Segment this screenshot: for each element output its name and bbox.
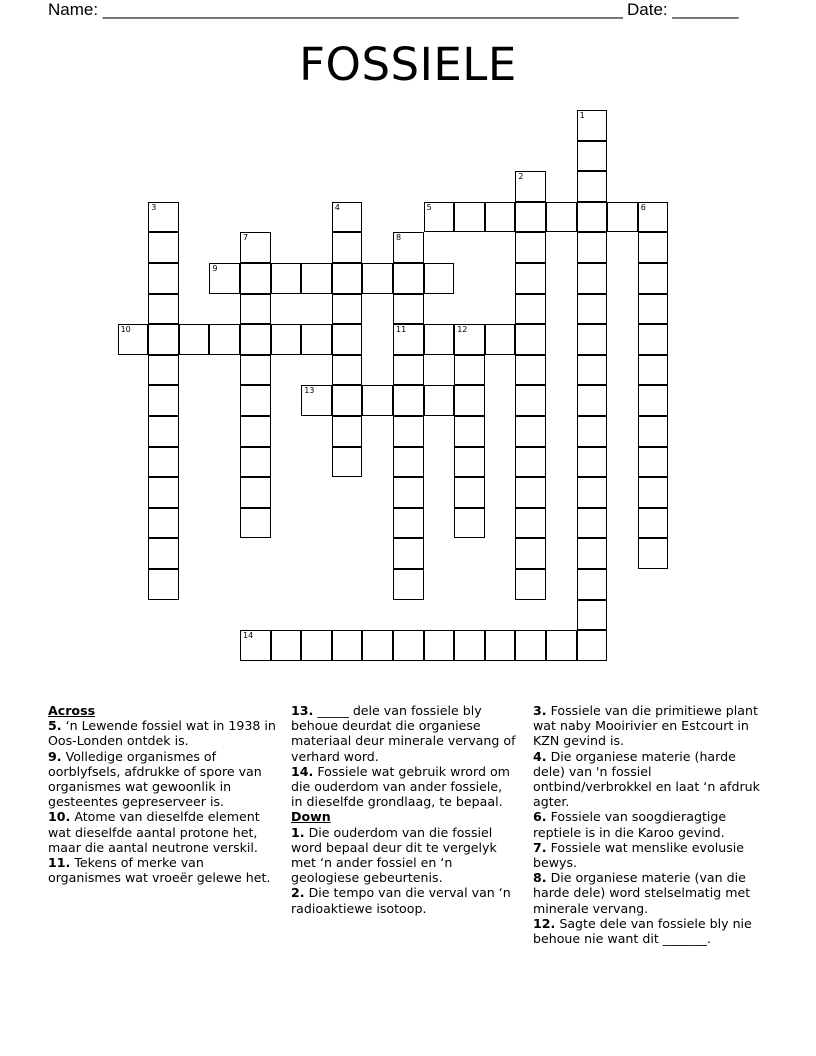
grid-cell[interactable] xyxy=(393,263,424,294)
grid-cell[interactable] xyxy=(148,294,179,325)
clue-down-4: 4. Die organiese materie (harde dele) van 'n fossiel ontbind/verbrokkel en laat ‘n afdruk agter. xyxy=(533,748,760,810)
clue-number: 14 xyxy=(243,631,254,641)
grid-cell[interactable] xyxy=(240,385,271,416)
grid-cell[interactable] xyxy=(271,263,302,294)
grid-cell[interactable] xyxy=(148,508,179,539)
grid-cell[interactable] xyxy=(393,477,424,508)
grid-cell[interactable] xyxy=(638,508,669,539)
grid-cell[interactable] xyxy=(485,324,516,355)
grid-cell[interactable] xyxy=(515,202,546,233)
grid-cell[interactable] xyxy=(638,385,669,416)
grid-cell[interactable] xyxy=(515,569,546,600)
grid-cell[interactable] xyxy=(393,569,424,600)
grid-cell[interactable] xyxy=(148,538,179,569)
grid-cell[interactable] xyxy=(393,232,424,263)
clues-column-3 xyxy=(533,703,765,946)
grid-cell[interactable] xyxy=(577,171,608,202)
clue-number: 8 xyxy=(396,233,402,243)
grid-cell[interactable] xyxy=(148,232,179,263)
grid-cell[interactable] xyxy=(148,447,179,478)
grid-cell[interactable] xyxy=(546,202,577,233)
grid-cell[interactable] xyxy=(577,385,608,416)
clue-number: 12 xyxy=(457,325,468,335)
grid-cell[interactable] xyxy=(454,508,485,539)
grid-cell[interactable] xyxy=(638,416,669,447)
grid-cell[interactable] xyxy=(393,294,424,325)
clue-number: 11 xyxy=(396,325,407,335)
grid-cell[interactable] xyxy=(577,355,608,386)
grid-cell[interactable] xyxy=(577,630,608,661)
grid-cell[interactable] xyxy=(362,385,393,416)
grid-cell[interactable] xyxy=(240,324,271,355)
grid-cell[interactable] xyxy=(515,355,546,386)
grid-cell[interactable] xyxy=(179,324,210,355)
grid-cell[interactable] xyxy=(577,447,608,478)
name-date-header xyxy=(48,0,768,22)
grid-cell[interactable] xyxy=(393,416,424,447)
grid-cell[interactable] xyxy=(424,202,455,233)
clue-across-9: 9. Volledige organismes of oorblyfsels, afdrukke of spore van organismes wat gewoonlik in gesteentes gepreserveer is. xyxy=(48,748,262,810)
clue-number: 6 xyxy=(640,202,646,212)
grid-cell[interactable] xyxy=(577,110,608,141)
clue-down-6: 6. Fossiele van soogdieragtige reptiele is in die Karoo gevind. xyxy=(533,809,727,840)
grid-cell[interactable] xyxy=(515,232,546,263)
clues-column-1 xyxy=(48,703,280,885)
grid-cell[interactable] xyxy=(577,538,608,569)
clue-number: 9 xyxy=(212,264,218,273)
grid-cell[interactable] xyxy=(485,630,516,661)
grid-cell[interactable] xyxy=(515,416,546,447)
clue-number: 7 xyxy=(243,233,249,243)
grid-cell[interactable] xyxy=(577,477,608,508)
grid-cell[interactable] xyxy=(424,324,455,355)
grid-cell[interactable] xyxy=(332,630,363,661)
grid-cell[interactable] xyxy=(393,508,424,539)
grid-cell[interactable] xyxy=(577,263,608,294)
grid-cell[interactable] xyxy=(607,202,638,233)
grid-cell[interactable] xyxy=(301,385,332,416)
clues-column-2 xyxy=(291,703,517,916)
clue-down-2: 2. Die tempo van die verval van ‘n radioaktiewe isotoop. xyxy=(291,885,511,916)
grid-cell[interactable] xyxy=(577,569,608,600)
grid-cell[interactable] xyxy=(515,447,546,478)
grid-cell[interactable] xyxy=(515,538,546,569)
grid-cell[interactable] xyxy=(332,263,363,294)
grid-cell[interactable] xyxy=(577,600,608,631)
grid-cell[interactable] xyxy=(148,263,179,294)
grid-cell[interactable] xyxy=(240,447,271,478)
grid-cell[interactable] xyxy=(148,385,179,416)
grid-cell[interactable] xyxy=(209,263,240,294)
clue-down-7: 7. Fossiele wat menslike evolusie bewys. xyxy=(533,839,745,871)
grid-cell[interactable] xyxy=(515,171,546,202)
clue-number: 4 xyxy=(334,202,340,212)
grid-cell[interactable] xyxy=(577,508,608,539)
grid-cell[interactable] xyxy=(638,294,669,325)
clue-across-13: 13. _____ dele van fossiele bly behoue deurdat die organiese materiaal deur minerale vervang of verhard word. xyxy=(291,703,516,764)
name-field[interactable]: Name: _______________________________________________________ xyxy=(48,0,623,19)
grid-cell[interactable] xyxy=(638,263,669,294)
grid-cell[interactable] xyxy=(240,294,271,325)
grid-cell[interactable] xyxy=(454,324,485,355)
grid-cell[interactable] xyxy=(332,385,363,416)
grid-cell[interactable] xyxy=(148,569,179,600)
grid-cell[interactable] xyxy=(577,141,608,172)
grid-cell[interactable] xyxy=(577,416,608,447)
grid-cell[interactable] xyxy=(515,294,546,325)
grid-cell[interactable] xyxy=(515,477,546,508)
grid-cell[interactable] xyxy=(393,538,424,569)
grid-cell[interactable] xyxy=(332,355,363,386)
grid-cell[interactable] xyxy=(332,294,363,325)
grid-cell[interactable] xyxy=(393,355,424,386)
grid-cell[interactable] xyxy=(515,263,546,294)
grid-cell[interactable] xyxy=(301,324,332,355)
grid-cell[interactable] xyxy=(240,508,271,539)
clue-across-5: 5. ‘n Lewende fossiel wat in 1938 in Oos-Londen ontdek is. xyxy=(48,718,276,749)
grid-cell[interactable] xyxy=(148,355,179,386)
grid-cell[interactable] xyxy=(240,630,271,661)
grid-cell[interactable] xyxy=(393,324,424,355)
grid-cell[interactable] xyxy=(638,447,669,478)
date-field[interactable]: Date: _______ xyxy=(627,0,739,19)
grid-cell[interactable] xyxy=(148,202,179,233)
grid-cell[interactable] xyxy=(638,324,669,355)
grid-cell[interactable] xyxy=(577,294,608,325)
grid-cell[interactable] xyxy=(638,202,669,233)
grid-cell[interactable] xyxy=(362,630,393,661)
grid-cell[interactable] xyxy=(240,477,271,508)
clue-across-10: 10. Atome van dieselfde element wat dieselfde aantal protone het, maar die aantal neutrone verskil. xyxy=(48,809,260,855)
grid-cell[interactable] xyxy=(393,630,424,661)
clue-down-8: 8. Die organiese materie (van die harde dele) word stelselmatig met minerale vervang. xyxy=(533,870,751,916)
grid-cell[interactable] xyxy=(271,324,302,355)
clue-across-14: 14. Fossiele wat gebruik wrord om die ouderdom van ander fossiele, in dieselfde grondlaag, te bepaal. xyxy=(291,763,510,810)
grid-cell[interactable] xyxy=(454,477,485,508)
grid-cell[interactable] xyxy=(332,447,363,478)
grid-cell[interactable] xyxy=(454,447,485,478)
clue-number: 3 xyxy=(151,202,157,212)
grid-cell[interactable] xyxy=(148,477,179,508)
grid-cell[interactable] xyxy=(332,324,363,355)
grid-cell[interactable] xyxy=(515,385,546,416)
down-heading: Down xyxy=(291,809,331,825)
grid-cell[interactable] xyxy=(577,232,608,263)
grid-cell[interactable] xyxy=(546,630,577,661)
grid-cell[interactable] xyxy=(424,630,455,661)
grid-cell[interactable] xyxy=(515,630,546,661)
grid-cell[interactable] xyxy=(148,324,179,355)
grid-cell[interactable] xyxy=(638,232,669,263)
clue-number: 2 xyxy=(518,172,524,182)
clue-down-12: 12. Sagte dele van fossiele bly nie behoue nie want dit _______. xyxy=(533,915,752,947)
grid-cell[interactable] xyxy=(393,385,424,416)
grid-cell[interactable] xyxy=(332,202,363,233)
grid-cell[interactable] xyxy=(240,232,271,263)
grid-cell[interactable] xyxy=(362,263,393,294)
grid-cell[interactable] xyxy=(240,416,271,447)
grid-cell[interactable] xyxy=(424,385,455,416)
clue-number: 5 xyxy=(426,202,432,212)
grid-cell[interactable] xyxy=(454,385,485,416)
grid-cell[interactable] xyxy=(240,355,271,386)
across-heading: Across xyxy=(48,703,96,718)
clue-number: 13 xyxy=(304,386,315,396)
grid-cell[interactable] xyxy=(209,324,240,355)
grid-cell[interactable] xyxy=(332,416,363,447)
grid-cell[interactable] xyxy=(454,202,485,233)
grid-cell[interactable] xyxy=(148,416,179,447)
grid-cell[interactable] xyxy=(301,263,332,294)
grid-cell[interactable] xyxy=(577,324,608,355)
grid-cell[interactable] xyxy=(240,263,271,294)
clue-across-11: 11. Tekens of merke van organismes wat vroeër gelewe het. xyxy=(48,855,271,886)
clue-number: 10 xyxy=(120,325,131,335)
grid-cell[interactable] xyxy=(638,477,669,508)
grid-cell[interactable] xyxy=(332,232,363,263)
grid-cell[interactable] xyxy=(118,324,149,355)
clue-number: 1 xyxy=(579,111,585,120)
puzzle-title: FOSSIELE xyxy=(299,38,517,91)
grid-cell[interactable] xyxy=(577,202,608,233)
grid-cell[interactable] xyxy=(301,630,332,661)
grid-cell[interactable] xyxy=(454,355,485,386)
grid-cell[interactable] xyxy=(515,508,546,539)
grid-cell[interactable] xyxy=(454,416,485,447)
grid-cell[interactable] xyxy=(638,538,669,569)
clue-down-1: 1. Die ouderdom van die fossiel word bepaal deur dit te vergelyk met ‘n ander fossiel en ‘n geologiese gebeurtenis. xyxy=(291,824,497,886)
grid-cell[interactable] xyxy=(638,355,669,386)
grid-cell[interactable] xyxy=(393,447,424,478)
grid-cell[interactable] xyxy=(515,324,546,355)
grid-cell[interactable] xyxy=(485,202,516,233)
clue-down-3: 3. Fossiele van die primitiewe plant wat naby Mooirivier en Estcourt in KZN gevind is. xyxy=(533,703,758,749)
grid-cell[interactable] xyxy=(454,630,485,661)
grid-cell[interactable] xyxy=(271,630,302,661)
grid-cell[interactable] xyxy=(424,263,455,294)
